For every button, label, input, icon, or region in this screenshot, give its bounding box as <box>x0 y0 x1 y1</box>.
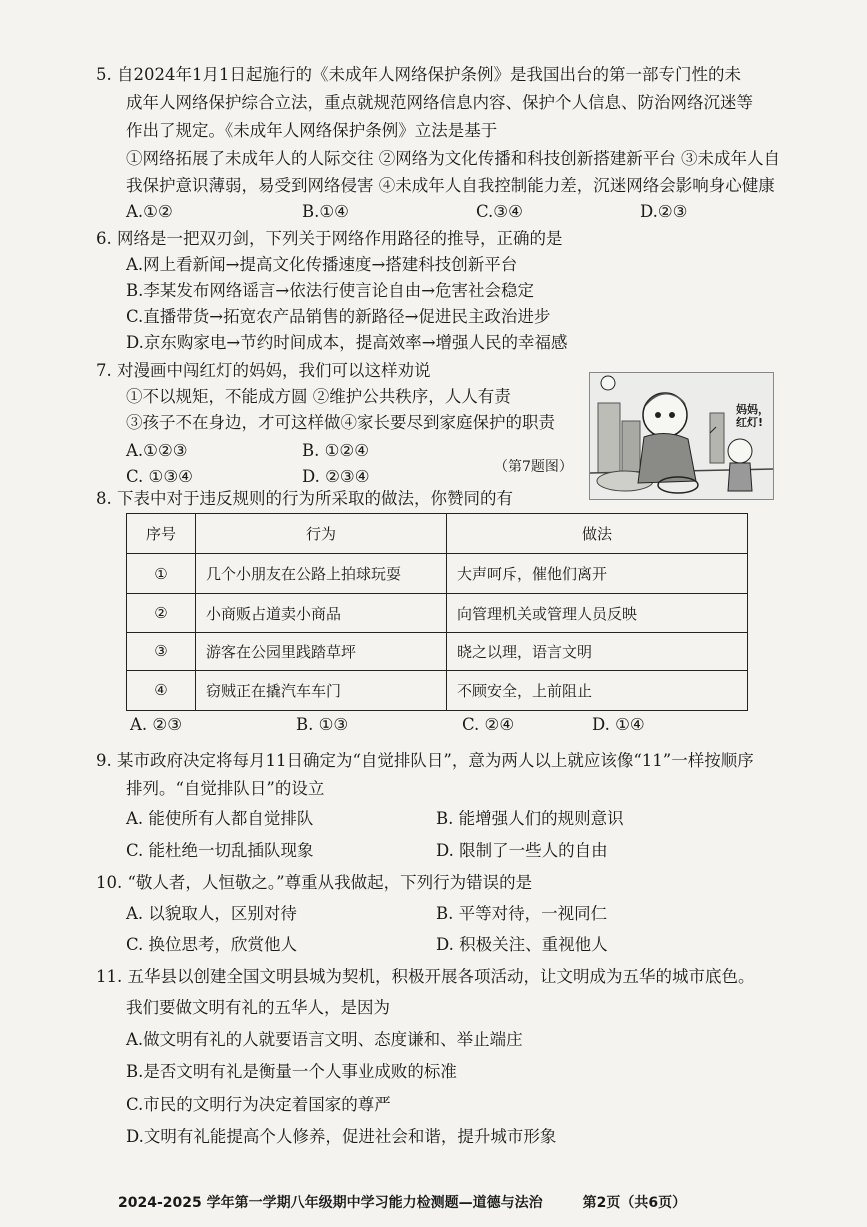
q9-option-c: C. 能杜绝一切乱插队现象 <box>126 841 314 860</box>
q9-line-2: 排列。“自觉排队日”的设立 <box>126 779 325 798</box>
row-index: ② <box>127 594 196 632</box>
q6-stem: 6. 网络是一把双刃剑，下列关于网络作用路径的推导，正确的是 <box>96 229 563 248</box>
row-approach: 大声呵斥，催他们离开 <box>447 554 748 594</box>
q11-option-d: D.文明有礼能提高个人修养，促进社会和谐，提升城市形象 <box>126 1127 557 1146</box>
q9-line-1: 9. 某市政府决定将每月11日确定为“自觉排队日”，意为两人以上就应该像“11”一样按顺序 <box>96 751 754 770</box>
q11-option-a: A.做文明有礼的人就要语言文明、态度谦和、举止端庄 <box>126 1030 523 1049</box>
q10-stem: 10. “敬人者，人恒敬之。”尊重从我做起，下列行为错误的是 <box>96 873 533 892</box>
q5-option-a: A.①② <box>126 202 173 221</box>
q5-option-d: D.②③ <box>640 202 688 221</box>
q8-stem: 8. 下表中对于违反规则的行为所采取的做法，你赞同的有 <box>96 489 513 508</box>
q5-option-c: C.③④ <box>476 202 523 221</box>
q5-line-2: 成年人网络保护综合立法，重点就规范网络信息内容、保护个人信息、防治网络沉迷等 <box>126 93 753 112</box>
row-approach: 向管理机关或管理人员反映 <box>447 594 748 632</box>
q10-option-b: B. 平等对待，一视同仁 <box>436 904 608 923</box>
q11-option-c: C.市民的文明行为决定着国家的尊严 <box>126 1095 391 1114</box>
q7-speech-bubble: 妈妈，红灯! <box>736 403 769 429</box>
q10-option-c: C. 换位思考，欣赏他人 <box>126 935 298 954</box>
page-footer <box>118 1192 686 1212</box>
q5-line-1: 5. 自2024年1月1日起施行的《未成年人网络保护条例》是我国出台的第一部专门性的未 <box>96 65 741 84</box>
q6-option-d: D.京东购家电→节约时间成本，提高效率→增强人民的幸福感 <box>126 333 568 352</box>
col-header-behavior: 行为 <box>196 514 447 554</box>
col-header-index: 序号 <box>127 514 196 554</box>
row-index: ① <box>127 554 196 594</box>
q8-option-b: B. ①③ <box>296 715 349 734</box>
table-row <box>127 554 748 594</box>
q10-option-d: D. 积极关注、重视他人 <box>436 935 608 954</box>
q8-option-d: D. ①④ <box>592 715 645 734</box>
q8-option-c: C. ②④ <box>462 715 515 734</box>
q5-line-5: 我保护意识薄弱，易受到网络侵害 ④未成年人自我控制能力差，沉迷网络会影响身心健康 <box>126 176 775 195</box>
q6-option-a: A.网上看新闻→提高文化传播速度→搭建科技创新平台 <box>126 255 518 274</box>
table-row <box>127 632 748 670</box>
q11-option-b: B.是否文明有礼是衡量一个人事业成败的标准 <box>126 1062 457 1081</box>
row-behavior: 几个小朋友在公路上拍球玩耍 <box>196 554 447 594</box>
q9-option-a: A. 能使所有人都自觉排队 <box>126 809 314 828</box>
row-approach: 不顾安全，上前阻止 <box>447 670 748 710</box>
q10-option-a: A. 以貌取人，区别对待 <box>126 904 297 923</box>
q7-option-a: A.①②③ <box>126 441 188 460</box>
q11-line-1: 11. 五华县以创建全国文明县城为契机，积极开展各项活动，让文明成为五华的城市底色。 <box>96 967 755 986</box>
q8-table <box>126 513 748 711</box>
q5-option-b: B.①④ <box>302 202 349 221</box>
q7-items-1: ①不以规矩，不能成方圆 ②维护公共秩序，人人有责 <box>126 387 511 406</box>
col-header-approach: 做法 <box>447 514 748 554</box>
q7-items-2: ③孩子不在身边，才可这样做④家长要尽到家庭保护的职责 <box>126 413 555 432</box>
page-number: 第2页（共6页） <box>582 1195 687 1211</box>
row-index: ③ <box>127 632 196 670</box>
row-behavior: 窃贼正在撬汽车车门 <box>196 670 447 710</box>
q5-line-4: ①网络拓展了未成年人的人际交往 ②网络为文化传播和科技创新搭建新平台 ③未成年人自 <box>126 149 780 168</box>
table-header-row <box>127 514 748 554</box>
q6-option-b: B.李某发布网络谣言→依法行使言论自由→危害社会稳定 <box>126 281 535 300</box>
q6-option-c: C.直播带货→拓宽农产品销售的新路径→促进民主政治进步 <box>126 307 551 326</box>
q7-option-b: B. ①②④ <box>302 441 369 460</box>
row-behavior: 小商贩占道卖小商品 <box>196 594 447 632</box>
q5-line-3: 作出了规定。《未成年人网络保护条例》立法是基于 <box>126 121 498 140</box>
row-approach: 晓之以理，语言文明 <box>447 632 748 670</box>
row-index: ④ <box>127 670 196 710</box>
q9-option-d: D. 限制了一些人的自由 <box>436 841 608 860</box>
cartoon-drawing <box>590 373 773 499</box>
q7-option-d: D. ②③④ <box>302 467 370 486</box>
q7-cartoon <box>589 372 774 500</box>
footer-title: 2024-2025 学年第一学期八年级期中学习能力检测题—道德与法治 <box>118 1195 543 1211</box>
table-row <box>127 670 748 710</box>
q11-line-2: 我们要做文明有礼的五华人，是因为 <box>126 998 390 1017</box>
q8-option-a: A. ②③ <box>130 715 182 734</box>
q9-option-b: B. 能增强人们的规则意识 <box>436 809 624 828</box>
table-row <box>127 594 748 632</box>
q7-stem: 7. 对漫画中闯红灯的妈妈，我们可以这样劝说 <box>96 361 431 380</box>
row-behavior: 游客在公园里践踏草坪 <box>196 632 447 670</box>
q7-figure-caption: （第7题图） <box>494 459 573 475</box>
q7-option-c: C. ①③④ <box>126 467 193 486</box>
